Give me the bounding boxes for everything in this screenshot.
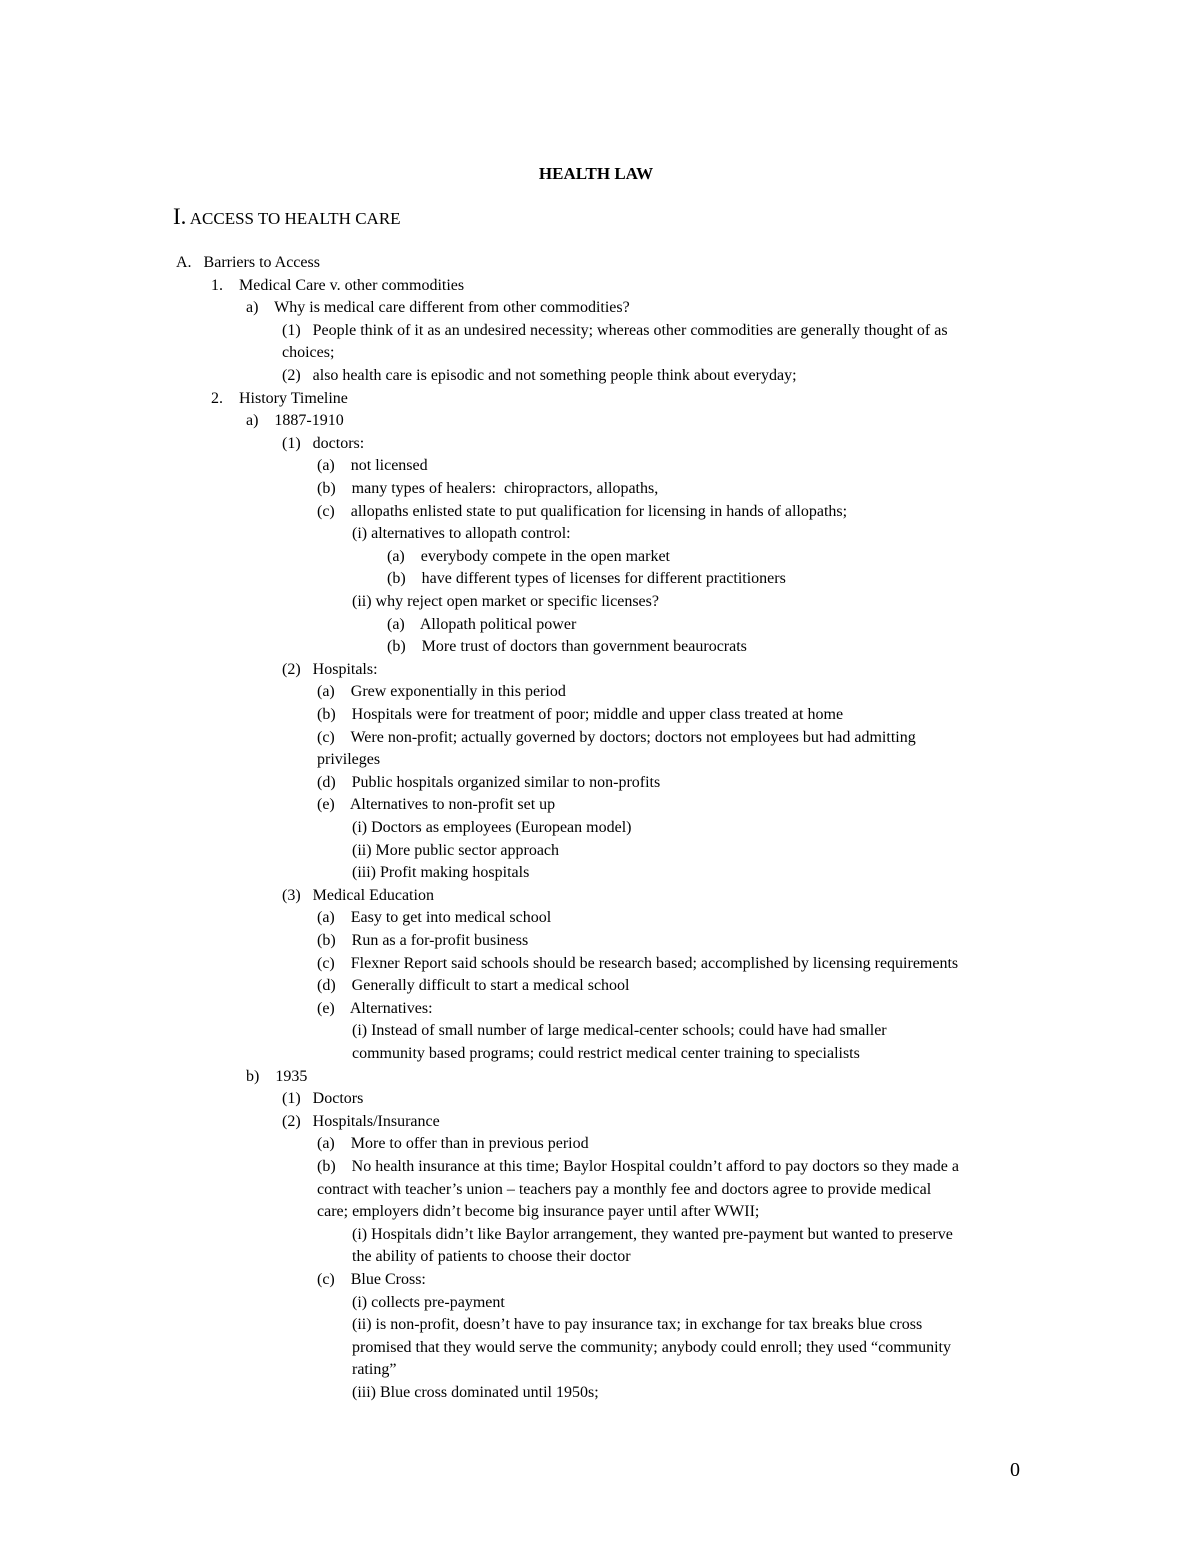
outline-line: (iii) Profit making hospitals xyxy=(352,864,530,882)
document-title: HEALTH LAW xyxy=(538,164,654,183)
outline-line: (i) collects pre-payment xyxy=(352,1293,505,1311)
outline-line: (a) More to offer than in previous period xyxy=(317,1135,589,1153)
outline-line: (i) alternatives to allopath control: xyxy=(352,525,571,543)
outline-line: (1) Doctors xyxy=(282,1090,364,1108)
section-number: I. xyxy=(173,204,187,229)
outline-line: community based programs; could restrict medical center training to specialists xyxy=(352,1045,860,1062)
outline-line: (2) Hospitals/Insurance xyxy=(282,1112,440,1130)
outline-line: care; employers didn’t become big insurance payer until after WWII; xyxy=(317,1203,760,1221)
outline-line: (a) everybody compete in the open market xyxy=(387,547,670,565)
section-title: ACCESS TO HEALTH CARE xyxy=(189,209,401,228)
outline-line: (ii) is non-profit, doesn’t have to pay insurance tax; in exchange for tax breaks blue cross xyxy=(352,1316,923,1334)
outline-line: promised that they would serve the community; anybody could enroll; they used “community xyxy=(352,1338,951,1356)
outline-line: choices; xyxy=(282,344,335,362)
outline-line: 1. Medical Care v. other commodities xyxy=(211,276,465,294)
outline-line: (b) many types of healers: chiropractors, allopaths, xyxy=(317,480,659,497)
outline-line: (b) Run as a for-profit business xyxy=(317,932,529,949)
outline-line: (b) No health insurance at this time; Baylor Hospital couldn’t afford to pay doctors so they made a xyxy=(317,1158,959,1175)
outline-line: (b) More trust of doctors than government beaurocrats xyxy=(387,638,747,656)
outline-line: (d) Public hospitals organized similar to non-profits xyxy=(317,773,661,791)
outline-line: (iii) Blue cross dominated until 1950s; xyxy=(352,1384,599,1401)
outline-line: A. Barriers to Access xyxy=(176,254,320,271)
outline-line: (1) People think of it as an undesired necessity; whereas other commodities are generally thought of as xyxy=(282,321,948,339)
outline-line: (i) Doctors as employees (European model) xyxy=(352,819,632,836)
outline-line: (c) Blue Cross: xyxy=(317,1271,426,1288)
outline-line: a) 1887-1910 xyxy=(246,412,344,430)
outline-line: a) Why is medical care different from other commodities? xyxy=(246,299,630,317)
outline-line: (i) Instead of small number of large medical-center schools; could have had smaller xyxy=(352,1022,887,1040)
outline-line: contract with teacher’s union – teachers pay a monthly fee and doctors agree to provide medical xyxy=(317,1180,932,1198)
outline-line: (ii) why reject open market or specific licenses? xyxy=(352,593,659,610)
outline-line: (c) allopaths enlisted state to put qualification for licensing in hands of allopaths; xyxy=(317,502,848,520)
outline-line: (1) doctors: xyxy=(282,434,365,452)
outline-line: (2) also health care is episodic and not something people think about everyday; xyxy=(282,367,797,384)
outline-line: (b) Hospitals were for treatment of poor; middle and upper class treated at home xyxy=(317,706,844,723)
outline-line: (ii) More public sector approach xyxy=(352,841,560,859)
outline-line: (d) Generally difficult to start a medical school xyxy=(317,977,630,995)
outline-line: (a) Easy to get into medical school xyxy=(317,909,552,927)
outline-line: (3) Medical Education xyxy=(282,886,434,904)
outline-line: (a) Grew exponentially in this period xyxy=(317,683,566,701)
outline-line: (i) Hospitals didn’t like Baylor arrangement, they wanted pre-payment but wanted to preserve xyxy=(352,1225,953,1243)
outline-line: (e) Alternatives to non-profit set up xyxy=(317,796,556,814)
outline-line: (e) Alternatives: xyxy=(317,999,433,1017)
outline-line: rating” xyxy=(352,1361,397,1379)
outline-line: (c) Were non-profit; actually governed by doctors; doctors not employees but had admitting xyxy=(317,728,916,746)
outline-line: b) 1935 xyxy=(246,1067,308,1085)
outline-line: the ability of patients to choose their doctor xyxy=(352,1248,631,1266)
outline-line: (a) not licensed xyxy=(317,457,428,475)
outline-line: 2. History Timeline xyxy=(211,389,348,407)
page-number: 0 xyxy=(1010,1459,1020,1481)
outline-line: (b) have different types of licenses for different practitioners xyxy=(387,570,786,588)
outline-line: privileges xyxy=(317,751,381,769)
outline-line: (2) Hospitals: xyxy=(282,660,378,678)
section-heading xyxy=(173,205,401,231)
outline-line: (c) Flexner Report said schools should be research based; accomplished by licensing requirements xyxy=(317,954,959,972)
outline-line: (a) Allopath political power xyxy=(387,615,577,633)
